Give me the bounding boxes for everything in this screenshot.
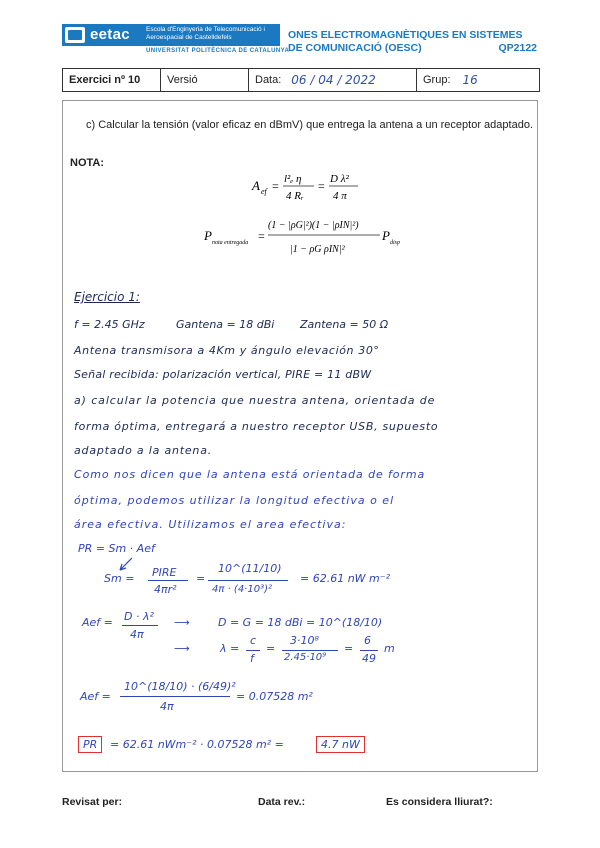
sm-den2: 4π · (4·10³)²	[212, 584, 273, 595]
arrow-icon	[92, 556, 192, 572]
given-gain: Gantena = 18 dBi	[176, 318, 275, 331]
version-cell	[161, 69, 249, 91]
given-impedance: Zantena = 50 Ω	[300, 318, 389, 331]
aef-num: D · λ²	[124, 610, 154, 623]
footer-data-rev: Data rev.:	[258, 796, 306, 808]
arrow-right-icon-1: ⟶	[174, 616, 190, 629]
sm-den: 4πr²	[154, 583, 177, 596]
group-value: 16	[462, 73, 478, 87]
statement-line-4: a) calcular la potencia que nuestra antena, orientada de	[74, 394, 436, 407]
sm-result: = 62.61 nW m⁻²	[300, 572, 390, 585]
school-logo	[62, 24, 290, 64]
pr-equation: PR = Sm · Aef	[78, 542, 155, 555]
formula-p-rhs: P	[382, 228, 390, 243]
upc-logo-icon	[65, 27, 85, 43]
formula-p-lhs: P	[204, 228, 212, 243]
explanation-line-1: Como nos dicen que la antena está orientada de forma	[74, 468, 426, 481]
formula-p-lhs-sub: nota entregada	[212, 240, 249, 246]
footer-lliurat: Es considera lliurat?:	[386, 796, 493, 808]
logo-banner	[62, 24, 280, 46]
version-label: Versió	[167, 74, 198, 86]
lambda-den3: 49	[362, 652, 376, 665]
date-value: 06 / 04 / 2022	[291, 73, 376, 87]
formula-p-entregada	[202, 210, 402, 266]
aef-lhs: Aef =	[82, 616, 113, 629]
directivity-line: D = G = 18 dBi = 10^(18/10)	[218, 616, 383, 629]
lambda-num3: 6	[364, 634, 371, 647]
group-label: Grup:	[423, 74, 451, 86]
aef2-result: = 0.07528 m²	[236, 690, 313, 703]
aef2-fraction-bar	[120, 696, 230, 697]
course-title: ONES ELECTROMAGNÈTIQUES EN SISTEMES DE COMUNICACIÓ (OESC)	[288, 29, 523, 54]
statement-line-6: adaptado a la antena.	[74, 444, 213, 457]
formula-aef-den1: 4 Rᵣ	[286, 190, 304, 202]
group-cell	[417, 69, 539, 91]
final-expression: = 62.61 nWm⁻² · 0.07528 m² =	[110, 738, 284, 751]
formula-p-rhs-sub: disp	[390, 240, 401, 246]
formula-aef-lhs-sub: ef	[261, 187, 267, 196]
formula-aef-lhs: A	[252, 178, 260, 193]
statement-line-5: forma óptima, entregará a nuestro receptor USB, supuesto	[74, 420, 439, 433]
aef-fraction-bar	[122, 625, 158, 626]
lambda-den2: 2.45·10⁹	[284, 652, 327, 663]
svg-text:=: =	[318, 179, 325, 193]
final-pr-boxed: PR	[78, 736, 102, 753]
statement-line-3: Señal recibida: polarización vertical, PIRE = 11 dBW	[74, 368, 372, 381]
explanation-line-2: óptima, podemos utilizar la longitud efectiva o el	[74, 494, 395, 507]
logo-school-name: Escola d'Enginyeria de Telecomunicació i Aeroespacial de Castelldefels	[146, 26, 265, 41]
logo-brand: eetac	[90, 26, 130, 43]
exercise-number: Exercici nº 10	[63, 69, 161, 91]
svg-text:=: =	[258, 229, 265, 243]
formula-aef-num1: l²ₑ η	[284, 173, 302, 185]
footer-revisat: Revisat per:	[62, 796, 123, 808]
sm-fraction-bar	[148, 580, 188, 581]
nota-label: NOTA:	[70, 157, 105, 169]
logo-university: UNIVERSITAT POLITÈCNICA DE CATALUNYA	[146, 48, 290, 54]
lambda-lhs: λ =	[220, 642, 240, 655]
lambda-unit: m	[384, 642, 395, 655]
aef2-num: 10^(18/10) · (6/49)²	[124, 680, 236, 693]
final-result-boxed: 4.7 nW	[316, 736, 365, 753]
sm-fraction-bar-2	[208, 580, 288, 581]
formula-p-num: (1 − |ρG|²)(1 − |ρIN|²)	[268, 220, 359, 231]
lambda-bar-1	[246, 650, 260, 651]
formula-aef-num2: D λ²	[330, 173, 349, 185]
formula-aef-den2: 4 π	[333, 190, 347, 202]
sm-lhs: Sm =	[104, 572, 135, 585]
lambda-num2: 3·10⁸	[290, 634, 319, 647]
aef2-den: 4π	[160, 700, 174, 713]
lambda-bar-3	[360, 650, 378, 651]
solution-heading: Ejercicio 1:	[74, 290, 140, 304]
formula-aef	[250, 168, 370, 204]
explanation-line-3: área efectiva. Utilizamos el area efectiva:	[74, 518, 347, 531]
lambda-bar-2	[282, 650, 338, 651]
aef-den: 4π	[130, 628, 144, 641]
statement-part-c: c) Calcular la tensión (valor eficaz en dBmV) que entrega la antena a un receptor adaptado.	[86, 119, 533, 131]
statement-line-2: Antena transmisora a 4Km y ángulo elevación 30°	[74, 344, 380, 357]
course-code: QP2122	[498, 42, 537, 54]
lambda-den1: f	[250, 652, 254, 665]
arrow-right-icon-2: ⟶	[174, 642, 190, 655]
lambda-num1: c	[250, 634, 257, 647]
sm-num: PIRE	[152, 566, 177, 579]
aef2-lhs: Aef =	[80, 690, 111, 703]
formula-p-den: |1 − ρG ρIN|²	[290, 244, 345, 255]
given-frequency: f = 2.45 GHz	[74, 318, 145, 331]
svg-text:=: =	[272, 179, 279, 193]
exercise-info-table	[62, 68, 540, 92]
date-label: Data:	[255, 74, 282, 86]
sm-num2: 10^(11/10)	[218, 562, 282, 575]
date-cell	[249, 69, 417, 91]
